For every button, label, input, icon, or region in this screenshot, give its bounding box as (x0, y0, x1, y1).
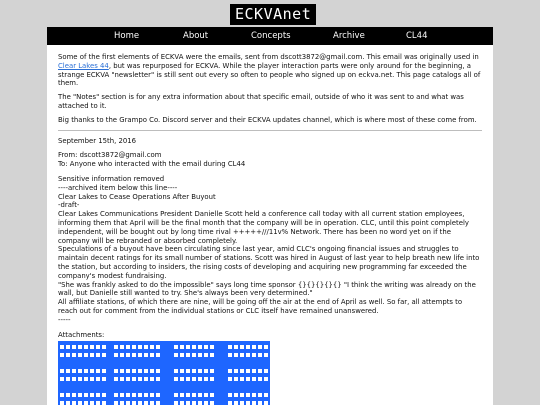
attachment-block (210, 345, 214, 349)
attachment-block (198, 353, 202, 357)
attachment-block (90, 401, 94, 405)
attachment-block (246, 377, 250, 381)
nav-archive[interactable]: Archive (333, 31, 365, 41)
intro-paragraph-3: Big thanks to the Grampo Co. Discord server and their ECKVA updates channel, which is where most of these come from. (58, 115, 477, 124)
attachment-block (246, 369, 250, 373)
attachment-block (264, 377, 268, 381)
attachment-block (174, 393, 178, 397)
attachment-block (114, 377, 118, 381)
attachment-block (252, 369, 256, 373)
nav-cl44[interactable]: CL44 (406, 31, 428, 41)
email-body-line: Speculations of a buyout have been circulating since last year, amid CLC's ongoing financial issues and struggles to maintain decent ratings for its small number of stations. Scott was hired in August of last year to help breath new life into the station, but according to insiders, the rising costs of developing and acquiring new programming far exceeded the company's modest fundraising. (58, 245, 480, 280)
attachment-block (126, 353, 130, 357)
attachment-block (72, 401, 76, 405)
attachment-block (264, 369, 268, 373)
intro-text-b: , but was repurposed for ECKVA. While the player interaction parts were only around for the beginning, a strange ECKVA "newsletter" is still sent out every so often to people who signed up on eckva.net. This page catalogs all of them. (58, 61, 481, 88)
attachment-block (198, 401, 202, 405)
attachment-block (78, 401, 82, 405)
attachment-block (210, 353, 214, 357)
attachment-block (132, 369, 136, 373)
attachment-block (234, 345, 238, 349)
email-body-line: -draft- (58, 201, 80, 210)
attachment-block (144, 369, 148, 373)
email-body-line: Clear Lakes to Cease Operations After Buyout (58, 192, 216, 201)
attachment-block (102, 345, 106, 349)
attachment-block (246, 353, 250, 357)
attachment-block (138, 369, 142, 373)
email-to: To: Anyone who interacted with the email during CL44 (58, 160, 246, 169)
attachment-block (132, 377, 136, 381)
attachment-block (60, 377, 64, 381)
main-nav (47, 27, 493, 45)
attachment-block (60, 393, 64, 397)
attachment-block (198, 345, 202, 349)
attachment-block (138, 401, 142, 405)
attachment-block (174, 401, 178, 405)
attachment-block (228, 393, 232, 397)
attachment-block (180, 401, 184, 405)
email-body (58, 175, 482, 325)
attachment-block (186, 369, 190, 373)
attachment-block (156, 401, 160, 405)
attachment-block (96, 345, 100, 349)
attachment-block (66, 369, 70, 373)
attachment-block (240, 393, 244, 397)
attachment-block (174, 377, 178, 381)
attachment-block (198, 377, 202, 381)
attachment-block (150, 353, 154, 357)
attachment-block (120, 377, 124, 381)
attachment-block (144, 345, 148, 349)
attachment-block (96, 401, 100, 405)
attachment-block (90, 377, 94, 381)
attachment-block (192, 401, 196, 405)
attachment-block (72, 353, 76, 357)
attachment-block (114, 401, 118, 405)
attachment-block (78, 393, 82, 397)
attachment-block (192, 393, 196, 397)
email-body-line: All affiliate stations, of which there are nine, will be going off the air at the end of April as well. So far, all attempts to reach out for comment from the individual stations or CLC itself have remained unanswered. (58, 298, 463, 315)
attachment-block (204, 369, 208, 373)
attachment-block (132, 345, 136, 349)
attachment-block (78, 353, 82, 357)
attachment-block (156, 377, 160, 381)
attachment-block (252, 393, 256, 397)
attachment-block (150, 345, 154, 349)
intro-paragraph-1 (58, 53, 482, 88)
attachment-block (246, 345, 250, 349)
attachment-block (204, 393, 208, 397)
attachment-block (150, 377, 154, 381)
attachment-block (90, 353, 94, 357)
attachment-block (84, 401, 88, 405)
attachment-block (90, 369, 94, 373)
email-body-line: ----- (58, 315, 71, 324)
attachment-block (192, 345, 196, 349)
attachment-block (204, 345, 208, 349)
attachment-block (150, 401, 154, 405)
attachment-block (228, 377, 232, 381)
attachment-block (246, 401, 250, 405)
attachment-block (264, 345, 268, 349)
attachment-block (78, 369, 82, 373)
attachment-block (204, 401, 208, 405)
attachment-block (198, 393, 202, 397)
attachment-block (234, 401, 238, 405)
attachment-block (252, 345, 256, 349)
attachment-block (72, 345, 76, 349)
attachment-block (258, 369, 262, 373)
attachment-block (210, 401, 214, 405)
attachment-block (252, 353, 256, 357)
email-body-line: "She was frankly asked to do the impossible" says long time sponsor {}{}{}{}{} "I think the writing was already on the wall, but Danielle still wanted to try. She's always been very determined." (58, 280, 476, 298)
email-body-line: Sensitive information removed (58, 174, 165, 183)
attachment-block (234, 393, 238, 397)
attachment-block (60, 345, 64, 349)
attachment-block (228, 401, 232, 405)
attachment-block (114, 393, 118, 397)
attachment-block (120, 345, 124, 349)
attachment-block (84, 353, 88, 357)
attachment-block (102, 369, 106, 373)
attachment-block (186, 377, 190, 381)
attachment-block (156, 393, 160, 397)
attachment-block (258, 393, 262, 397)
attachment-block (144, 393, 148, 397)
clear-lakes-44-link[interactable]: Clear Lakes 44 (58, 61, 109, 70)
attachment-block (186, 401, 190, 405)
attachment-block (114, 369, 118, 373)
attachment-block (90, 393, 94, 397)
attachment-block (252, 401, 256, 405)
attachment-block (102, 353, 106, 357)
attachment-block (120, 369, 124, 373)
attachment-block (66, 401, 70, 405)
main-content (47, 45, 493, 405)
attachment-block (60, 369, 64, 373)
attachment-block (228, 345, 232, 349)
attachment-block (96, 377, 100, 381)
email-header (58, 151, 482, 169)
attachment-block (186, 345, 190, 349)
attachment-block (120, 393, 124, 397)
attachment-block (84, 393, 88, 397)
attachment-block (258, 345, 262, 349)
attachment-block (126, 345, 130, 349)
attachment-block (204, 353, 208, 357)
attachment-block (258, 401, 262, 405)
attachment-block (120, 401, 124, 405)
attachment-block (180, 345, 184, 349)
attachment-block (234, 353, 238, 357)
attachment-block (96, 353, 100, 357)
attachment-block (180, 393, 184, 397)
attachment-block (264, 393, 268, 397)
attachment-block (150, 369, 154, 373)
divider (58, 130, 482, 131)
attachment-block (96, 393, 100, 397)
attachment-block (114, 345, 118, 349)
attachment-block (240, 369, 244, 373)
attachment-pattern (58, 341, 270, 405)
attachment-block (114, 353, 118, 357)
attachment-block (72, 377, 76, 381)
attachment-block (90, 345, 94, 349)
attachment-block (210, 377, 214, 381)
attachment-block (102, 393, 106, 397)
attachment-block (60, 353, 64, 357)
attachment-block (84, 345, 88, 349)
attachment-block (144, 401, 148, 405)
attachment-block (84, 377, 88, 381)
attachment-block (174, 369, 178, 373)
attachment-block (78, 377, 82, 381)
attachment-block (102, 401, 106, 405)
attachment-block (186, 353, 190, 357)
attachment-block (198, 369, 202, 373)
nav-concepts[interactable]: Concepts (251, 31, 291, 41)
attachment-block (66, 345, 70, 349)
attachment-block (192, 377, 196, 381)
intro-paragraph-2: The "Notes" section is for any extra information about that specific email, outside of who it was sent to and what was attached to it. (58, 93, 464, 110)
attachment-block (234, 369, 238, 373)
attachment-block (126, 369, 130, 373)
attachment-block (210, 393, 214, 397)
attachment-block (252, 377, 256, 381)
intro-text-a: Some of the first elements of ECKVA were the emails, sent from dscott3872@gmail.com. This email was originally used in (58, 53, 479, 61)
attachment-block (246, 393, 250, 397)
email-body-line: ----archived item below this line---- (58, 183, 178, 192)
attachment-block (156, 369, 160, 373)
attachment-block (210, 369, 214, 373)
attachment-block (126, 377, 130, 381)
attachment-block (192, 353, 196, 357)
nav-home[interactable]: Home (114, 31, 140, 41)
attachment-block (240, 353, 244, 357)
attachment-block (186, 393, 190, 397)
attachment-block (174, 345, 178, 349)
attachment-block (78, 345, 82, 349)
attachment-block (126, 401, 130, 405)
attachment-block (180, 353, 184, 357)
attachment-block (204, 377, 208, 381)
attachment-block (72, 393, 76, 397)
attachment-block (66, 393, 70, 397)
attachment-block (72, 369, 76, 373)
attachment-block (180, 369, 184, 373)
attachment-block (96, 369, 100, 373)
email-from: From: dscott3872@gmail.com (58, 151, 162, 160)
attachment-block (240, 401, 244, 405)
attachment-block (264, 353, 268, 357)
attachment-block (234, 377, 238, 381)
email-date: September 15th, 2016 (58, 136, 137, 145)
attachment-block (60, 401, 64, 405)
attachment-block (102, 377, 106, 381)
attachment-block (144, 377, 148, 381)
attachment-block (138, 377, 142, 381)
attachment-image[interactable] (58, 341, 270, 405)
attachment-block (228, 369, 232, 373)
attachment-block (240, 377, 244, 381)
attachment-block (132, 401, 136, 405)
attachment-block (138, 353, 142, 357)
attachment-block (228, 353, 232, 357)
attachment-block (84, 369, 88, 373)
attachment-block (138, 393, 142, 397)
attachment-block (138, 345, 142, 349)
attachment-block (192, 369, 196, 373)
attachment-block (132, 353, 136, 357)
attachment-block (66, 377, 70, 381)
attachment-block (132, 393, 136, 397)
attachment-block (174, 353, 178, 357)
attachments-label: Attachments: (58, 330, 105, 339)
nav-about[interactable]: About (183, 31, 209, 41)
email-body-line: Clear Lakes Communications President Danielle Scott held a conference call today with all current station employees, informing them that April will be the final month that the company will be in operation. CLC, until this point completely independent, will be bought out by long time rival +++++///11v% Network. There has been no word yet on if the company will be rebranded or absorbed completely. (58, 210, 469, 245)
attachment-block (258, 377, 262, 381)
attachment-block (126, 393, 130, 397)
attachment-block (264, 401, 268, 405)
attachment-block (66, 353, 70, 357)
attachment-block (144, 353, 148, 357)
attachment-block (180, 377, 184, 381)
attachment-block (156, 353, 160, 357)
attachment-block (120, 353, 124, 357)
attachment-block (240, 345, 244, 349)
attachment-block (156, 345, 160, 349)
attachment-block (150, 393, 154, 397)
attachment-block (258, 353, 262, 357)
site-logo[interactable]: ECKVAnet (230, 4, 316, 25)
